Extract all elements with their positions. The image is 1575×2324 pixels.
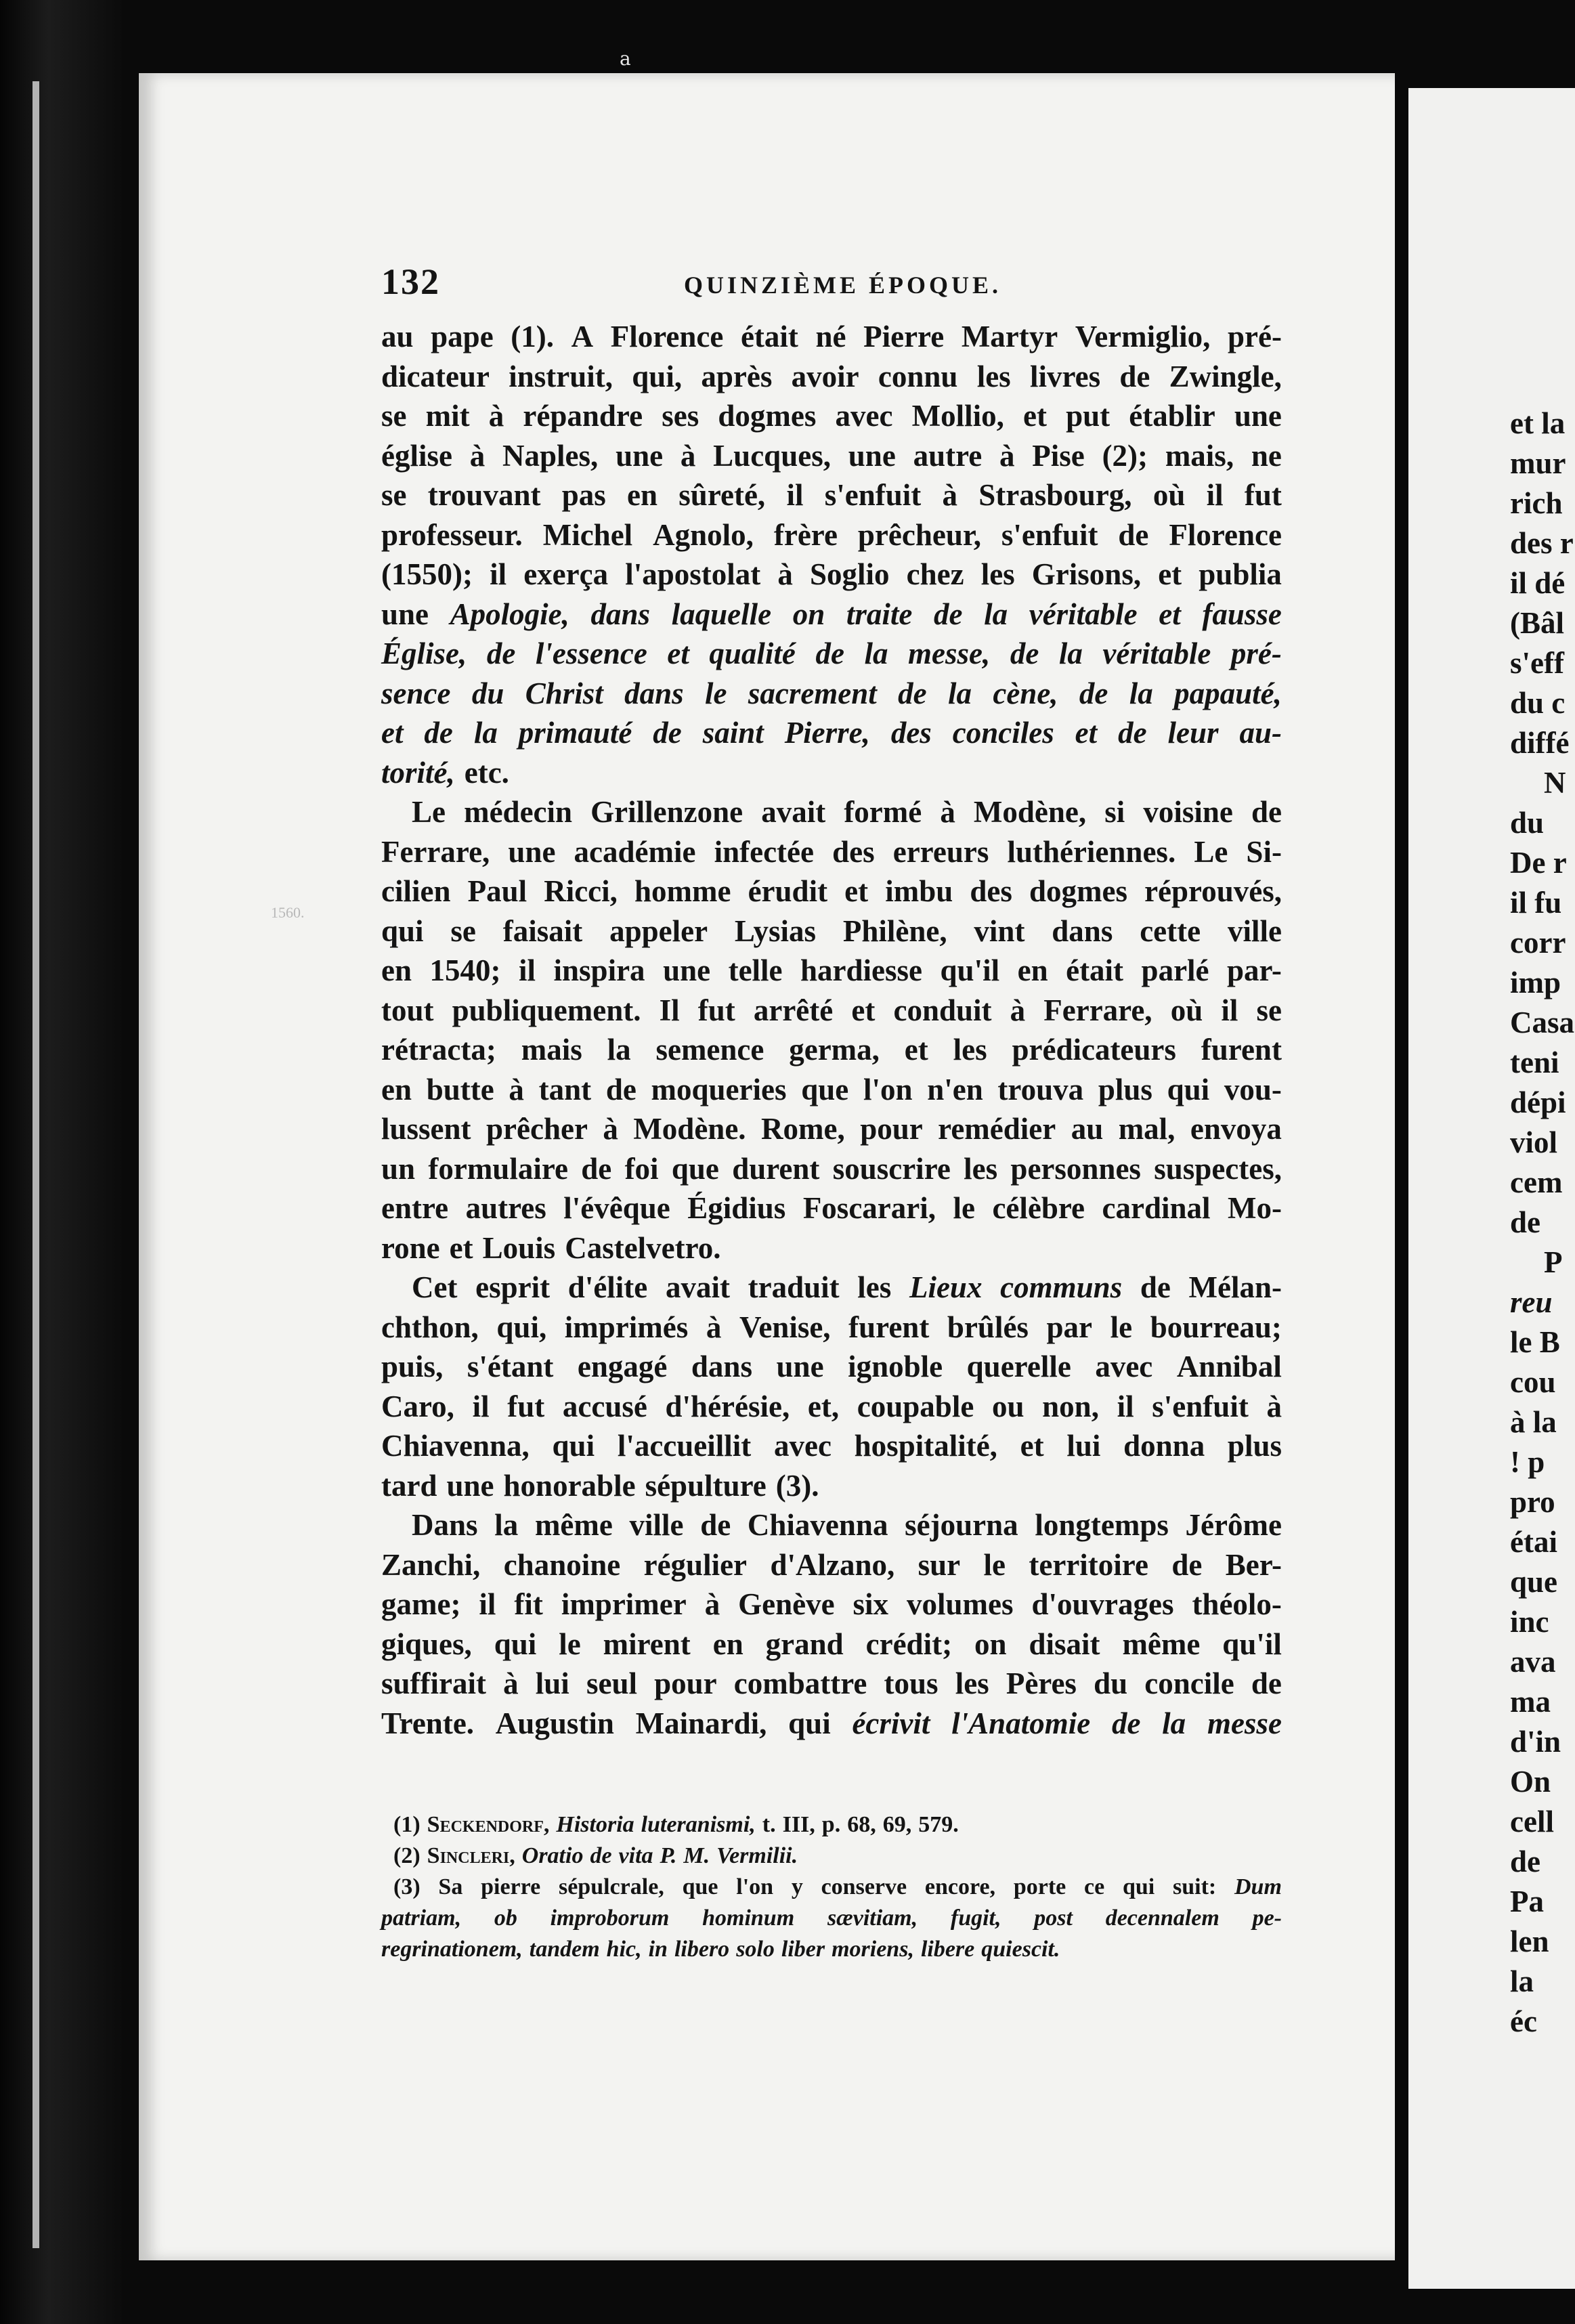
right-page-line: imp (1510, 966, 1561, 999)
text-line: un formulaire de foi que durent souscrire les personnes suspectes, (381, 1151, 1282, 1186)
right-page-line: cell (1510, 1805, 1554, 1838)
right-page-line: len (1510, 1924, 1549, 1958)
right-page-line: à la (1510, 1405, 1557, 1439)
right-page-line: viol (1510, 1125, 1558, 1159)
text-line: Ferrare, une académie infectée des erreurs luthériennes. Le Si- (381, 834, 1282, 869)
text-line: puis, s'étant engagé dans une ignoble querelle avec Annibal (381, 1350, 1282, 1383)
right-page-line: il dé (1510, 566, 1566, 600)
right-page-line: N (1544, 766, 1566, 800)
right-page-line: Pa (1510, 1885, 1544, 1918)
text-line: (1550); il exerça l'apostolat à Soglio chez les Grisons, et publia (381, 557, 1282, 591)
right-page-line: de (1510, 1205, 1540, 1239)
text-line: cilien Paul Ricci, homme érudit et imbu des dogmes réprouvés, (381, 874, 1282, 908)
text-line: et de la primauté de saint Pierre, des conciles et de leur au- (381, 716, 1282, 750)
body-text (381, 317, 1282, 1743)
right-page-line: de (1510, 1845, 1540, 1878)
text-line: sence du Christ dans le sacrement de la cène, de la papauté, (381, 676, 1282, 710)
text-line: Zanchi, chanoine régulier d'Alzano, sur le territoire de Ber- (381, 1547, 1282, 1582)
text-line: game; il fit imprimer à Genève six volumes d'ouvrages théolo- (381, 1587, 1282, 1621)
right-page-line: s'eff (1510, 646, 1564, 680)
running-head: QUINZIÈME ÉPOQUE. (684, 272, 1002, 299)
text-line: rétracta; mais la semence germa, et les prédicateurs furent (381, 1033, 1282, 1067)
text-line: se mit à répandre ses dogmes avec Mollio, et put établir une (381, 399, 1282, 433)
text-line: giques, qui le mirent en grand crédit; on disait même qu'il (381, 1627, 1282, 1661)
margin-note: 1560. (271, 904, 305, 921)
text-line: Chiavenna, qui l'accueillit avec hospitalité, et lui donna plus (381, 1429, 1282, 1463)
text-line: suffirait à lui seul pour combattre tous les Pères du concile de (381, 1666, 1282, 1700)
footnote-line: patriam, ob improborum hominum sævitiam, fugit, post decennalem pe- (381, 1906, 1282, 1931)
text-line: en 1540; il inspira une telle hardiesse qu'il en était parlé par- (381, 953, 1282, 987)
text-line: rone et Louis Castelvetro. (381, 1230, 721, 1265)
text-line: une Apologie, dans laquelle on traite de la véritable et fausse (381, 597, 1282, 631)
right-page-line: rich (1510, 486, 1563, 520)
right-page-line: ava (1510, 1645, 1556, 1679)
text-line: dicateur instruit, qui, après avoir connu les livres de Zwingle, (381, 359, 1282, 393)
right-page-line: cou (1510, 1365, 1556, 1399)
page-number: 132 (381, 261, 440, 302)
right-page-line: De r (1510, 846, 1567, 880)
right-page-fragment (1408, 88, 1575, 2289)
footnote-line: regrinationem, tandem hic, in libero solo liber moriens, libere quiescit. (381, 1937, 1060, 1962)
text-line: église à Naples, une à Lucques, une autre à Pise (2); mais, ne (381, 438, 1282, 473)
text-line: Caro, il fut accusé d'hérésie, et, coupable ou non, il s'enfuit à (381, 1389, 1282, 1423)
footnote-line: (1) Seckendorf, Historia luteranismi, t. III, p. 68, 69, 579. (393, 1812, 959, 1837)
binding-edge (0, 0, 122, 2324)
right-page-line: le B (1510, 1325, 1560, 1359)
right-page-line: ! p (1510, 1445, 1545, 1479)
right-page-line: (Bâl (1510, 606, 1565, 640)
right-page-line: Casa (1510, 1006, 1575, 1039)
right-page-line: On (1510, 1765, 1551, 1799)
footnote-line: (2) Sincleri, Oratio de vita P. M. Vermilii. (393, 1843, 798, 1868)
right-page-line: du c (1510, 686, 1566, 720)
text-line: Trente. Augustin Mainardi, qui écrivit l'Anatomie de la messe (381, 1706, 1282, 1740)
right-page-line: étai (1510, 1525, 1557, 1559)
footnotes (381, 1809, 1282, 1965)
text-line: chthon, qui, imprimés à Venise, furent brûlés par le bourreau; (381, 1310, 1282, 1344)
text-line: en butte à tant de moqueries que l'on n'en trouva plus qui vou- (381, 1072, 1282, 1106)
right-page-line: d'in (1510, 1725, 1561, 1759)
right-page-line: pro (1510, 1485, 1555, 1519)
right-page-line: P (1544, 1245, 1563, 1279)
right-page-line: dépi (1510, 1085, 1566, 1119)
text-line: qui se faisait appeler Lysias Philène, vint dans cette ville (381, 913, 1282, 948)
top-mark: a (620, 47, 631, 70)
right-page-line: et la (1510, 406, 1566, 440)
text-line: tout publiquement. Il fut arrêté et conduit à Ferrare, où il se (381, 993, 1282, 1027)
binding-line (33, 81, 39, 2248)
text-line: Cet esprit d'élite avait traduit les Lieux communs de Mélan- (412, 1270, 1282, 1304)
text-line: Dans la même ville de Chiavenna séjourna longtemps Jérôme (412, 1508, 1282, 1542)
gutter (1395, 73, 1408, 2308)
right-page-line: des r (1510, 526, 1574, 560)
right-page-line: la (1510, 1964, 1534, 1998)
right-page-line: éc (1510, 2004, 1537, 2038)
text-line: Église, de l'essence et qualité de la messe, de la véritable pré- (381, 637, 1282, 670)
text-line: au pape (1). A Florence était né Pierre Martyr Vermiglio, pré- (381, 320, 1282, 353)
text-line: se trouvant pas en sûreté, il s'enfuit à Strasbourg, où il fut (381, 478, 1282, 512)
right-page-line: reu (1510, 1285, 1553, 1319)
right-page-line: teni (1510, 1046, 1559, 1079)
right-page-line: inc (1510, 1605, 1549, 1639)
right-page-line: cem (1510, 1165, 1563, 1199)
text-line: tard une honorable sépulture (3). (381, 1468, 819, 1503)
right-page-line: que (1510, 1565, 1558, 1599)
right-page-line: il fu (1510, 886, 1562, 920)
footnote-line: (3) Sa pierre sépulcrale, que l'on y conserve encore, porte ce qui suit: Dum (393, 1874, 1282, 1899)
right-page-lines (1510, 404, 1574, 2042)
right-page-line: ma (1510, 1685, 1551, 1719)
text-line: professeur. Michel Agnolo, frère prêcheur, s'enfuit de Florence (381, 517, 1282, 552)
right-page-line: corr (1510, 926, 1566, 960)
right-page-line: mur (1510, 446, 1566, 480)
right-page-line: du (1510, 806, 1545, 840)
text-line: torité, etc. (381, 755, 509, 790)
text-line: lussent prêcher à Modène. Rome, pour remédier au mal, envoya (381, 1112, 1282, 1146)
right-page-line: diffé (1510, 726, 1570, 760)
text-line: entre autres l'évêque Égidius Foscarari, le célèbre cardinal Mo- (381, 1191, 1282, 1225)
text-line: Le médecin Grillenzone avait formé à Modène, si voisine de (412, 795, 1282, 829)
